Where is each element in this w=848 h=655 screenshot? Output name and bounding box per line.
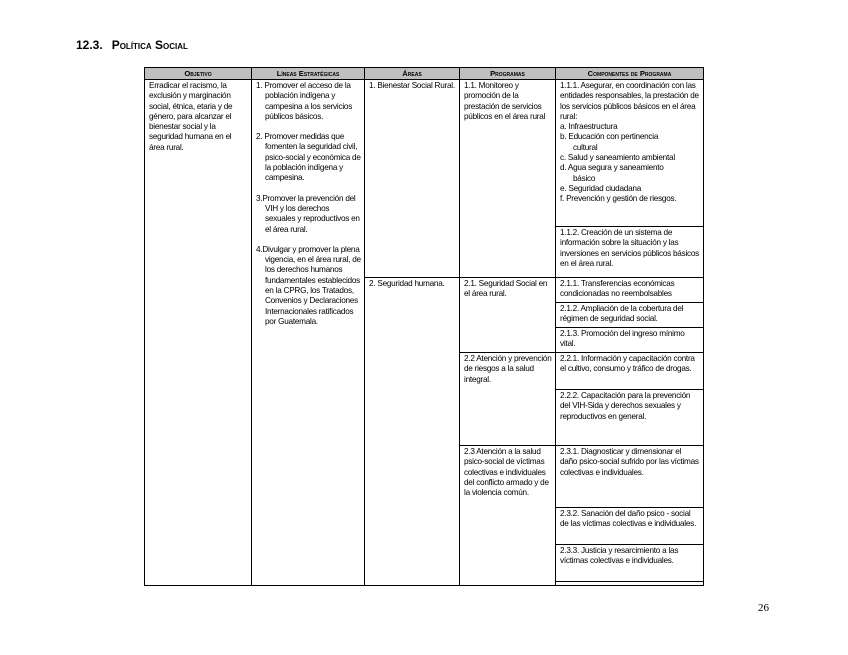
linea-2: 2. Promover medidas que fomenten la seguridad civil, psico-social y económica de la población indígena y campesina. [256,132,361,183]
programa-2-3: 2.3 Atención a la salud psico-social de víctimas colectivas e individuales del conflicto armado y de la violencia común. [460,445,555,498]
componente-2-2-1: 2.2.1. Información y capacitación contra el cultivo, consumo y tráfico de drogas. [556,352,703,389]
programas-cell [460,80,556,586]
componente-2-3-1: 2.3.1. Diagnosticar y dimensionar el daño psico-social sufrido por las víctimas colectivas e individuales. [556,445,703,507]
header-lineas: Líneas Estratégicas [252,68,365,80]
area-2: 2. Seguridad humana. [365,277,459,289]
componente-1-1-1-item: b. Educación con pertinencia [560,132,659,142]
componente-2-3-3: 2.3.3. Justicia y resarcimiento a las víctimas colectivas e individuales. [556,544,703,582]
header-areas: Áreas [365,68,460,80]
componente-1-1-1-item: básico [573,173,596,183]
componente-1-1-1-item: a. Infraestructura [560,122,618,132]
programa-2-2: 2.2 Atención y prevención de riesgos a la salud integral. [460,352,555,445]
table-header-row [145,68,704,80]
header-programas: Programas [460,68,556,80]
componentes-cell [556,80,704,586]
componente-2-1-2: 2.1.2. Ampliación de la cobertura del régimen de seguridad social. [556,302,703,327]
componente-1-1-1-item: cultural [573,142,598,152]
page-number: 26 [758,602,769,614]
policy-table [144,67,704,586]
componente-2-3-2: 2.3.2. Sanación del daño psico - social de las víctimas colectivas e individuales. [556,507,703,544]
programa-1-1: 1.1. Monitoreo y promoción de la prestación de servicios públicos en el área rural [464,81,546,121]
componente-1-1-1-item: f. Prevención y gestión de riesgos. [560,194,677,204]
lineas-cell [252,80,365,586]
header-componentes: Componentes de Programa [556,68,704,80]
componente-1-1-1-item: c. Salud y saneamiento ambiental [560,153,675,163]
objetivo-text: Erradicar el racismo, la exclusión y marginación social, étnica, etaria y de género, para alcanzar el bienestar social y la seguridad humana en el área rural. [149,81,233,152]
section-number: 12.3. [76,38,103,52]
section-heading [76,38,188,52]
componente-1-1-1-item: e. Seguridad ciudadana [560,183,641,193]
componente-2-2-2: 2.2.2. Capacitación para la prevención del VIH-Sida y derechos sexuales y reproductivos en general. [556,389,703,445]
componente-1-1-1-item: d. Agua segura y saneamiento [560,163,664,173]
componente-1-1-1 [556,80,703,226]
componente-1-1-2: 1.1.2. Creación de un sistema de información sobre la situación y las inversiones en servicios públicos básicos en el área rural. [556,226,703,277]
header-objetivo: Objetivo [145,68,252,80]
objetivo-cell [145,80,252,586]
componente-1-1-1-intro: 1.1.1. Asegurar, en coordinación con las entidades responsables, la prestación de los servicios públicos básicos en el área rural: [560,81,699,121]
linea-1: 1. Promover el acceso de la población indígena y campesina a los servicios públicos básicos. [256,81,353,121]
section-title: Política Social [111,38,188,52]
componente-2-1-1: 2.1.1. Transferencias económicas condicionadas no reembolsables [556,277,703,302]
area-1: 1. Bienestar Social Rural. [369,81,455,90]
linea-4: 4.Divulgar y promover la plena vigencia, en el área rural, de los derechos humanos fundamentales establecidos en la CPRG, los Tratados, Convenios y Declaraciones Internacionales ratificados por Guatemala. [256,244,361,326]
programa-2-1: 2.1. Seguridad Social en el área rural. [460,277,555,352]
linea-3: 3.Promover la prevención del VIH y los derechos sexuales y reproductivos en el área rural. [256,193,360,234]
areas-cell [365,80,460,586]
componente-2-1-3: 2.1.3. Promoción del ingreso mínimo vital. [556,327,703,352]
